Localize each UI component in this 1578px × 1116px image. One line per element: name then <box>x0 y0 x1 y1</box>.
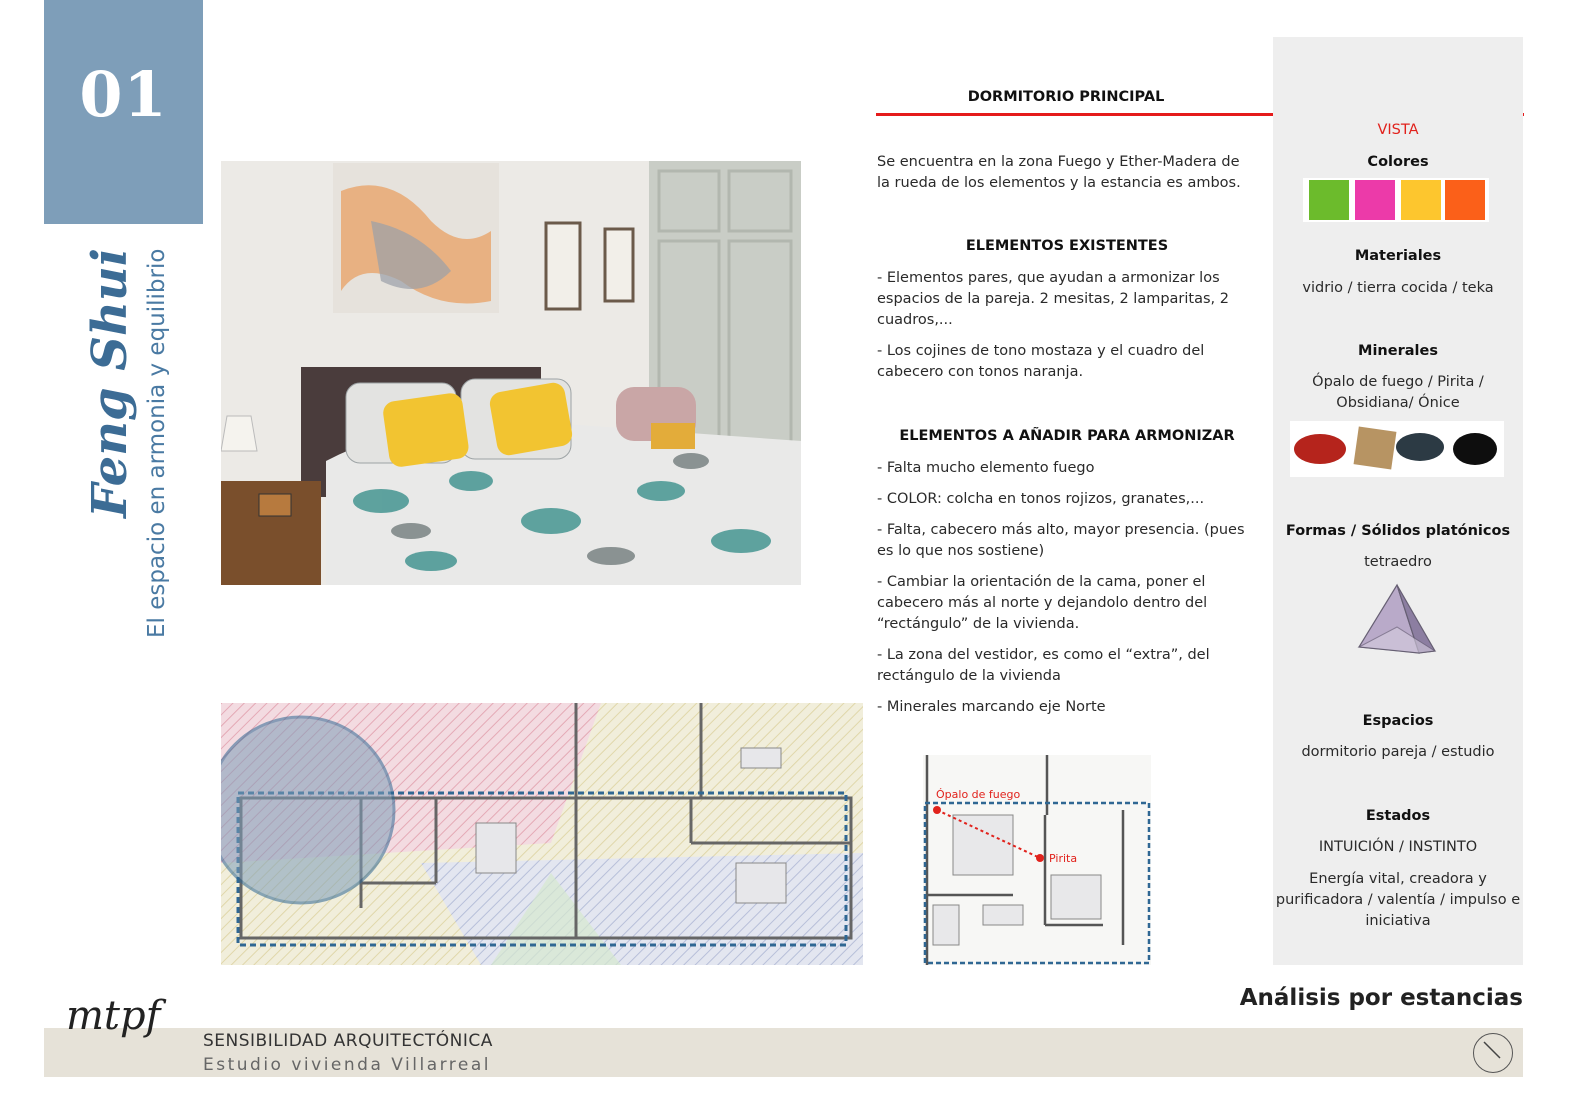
feng-shui-subtitle: El espacio en armonia y equilibrio <box>144 248 170 638</box>
color-swatch <box>1309 180 1349 220</box>
side-title <box>74 248 184 638</box>
states-text: INTUICIÓN / INSTINTO <box>1318 839 1478 855</box>
floor-plan <box>221 703 863 965</box>
bedroom-photo <box>221 161 801 585</box>
minerals-illustration <box>1290 421 1504 477</box>
studio-logo: mtpf <box>66 993 161 1039</box>
add-title: ELEMENTOS A AÑADIR PARA ARMONIZAR <box>899 428 1235 444</box>
add-list <box>877 458 1257 728</box>
element-panel <box>1273 37 1523 965</box>
spaces-text: dormitorio pareja / estudio <box>1301 744 1495 760</box>
list-item: - Cambiar la orientación de la cama, poner el cabecero más al norte y dejandolo dentro del “rectángulo” de la vivienda. <box>877 574 1208 632</box>
color-swatch <box>1401 180 1441 220</box>
list-item: - COLOR: colcha en tonos rojizos, granates,... <box>877 491 1205 507</box>
energy-text: Energía vital, creadora y purificadora / valentía / impulso e iniciativa <box>1275 871 1521 929</box>
floor-plan-illustration <box>221 703 863 965</box>
existing-title: ELEMENTOS EXISTENTES <box>965 238 1169 254</box>
small-floor-plan-illustration <box>923 755 1151 965</box>
minerals-title: Minerales <box>1358 343 1438 359</box>
minerals-text: Ópalo de fuego / Pirita / Obsidiana/ Ónice <box>1312 374 1484 411</box>
intro-paragraph: Se encuentra en la zona Fuego y Ether-Madera de la rueda de los elementos y la estancia es ambos. <box>877 154 1241 191</box>
list-item: - Los cojines de tono mostaza y el cuadro del cabecero con tonos naranja. <box>877 343 1205 380</box>
footer-title: SENSIBILIDAD ARQUITECTÓNICA <box>203 1031 493 1051</box>
list-item: - Falta mucho elemento fuego <box>877 460 1095 476</box>
intro-text <box>877 152 1257 204</box>
materials-title: Materiales <box>1354 248 1442 264</box>
list-item: - Falta, cabecero más alto, mayor presencia. (pues es lo que nos sostiene) <box>877 522 1245 559</box>
list-item: - Elementos pares, que ayudan a armonizar los espacios de la pareja. 2 mesitas, 2 lamparitas, 2 cuadros,... <box>877 270 1229 328</box>
section-number: 01 <box>79 58 168 131</box>
existing-list <box>877 268 1257 393</box>
materials-text: vidrio / tierra cocida / teka <box>1302 280 1494 296</box>
forms-title: Formas / Sólidos platónicos <box>1285 523 1511 539</box>
mineral-label-2: Pirita <box>1049 852 1078 865</box>
section-number-block <box>44 0 203 224</box>
room-title: DORMITORIO PRINCIPAL <box>967 89 1165 105</box>
color-swatch <box>1355 180 1395 220</box>
list-item: - Minerales marcando eje Norte <box>877 699 1106 715</box>
compass-icon <box>1473 1033 1513 1073</box>
bedroom-photo-illustration <box>221 161 801 585</box>
small-floor-plan <box>923 755 1151 965</box>
spaces-title: Espacios <box>1362 713 1434 729</box>
vista-label: VISTA <box>1377 122 1419 138</box>
list-item: - La zona del vestidor, es como el “extra”, del rectángulo de la vivienda <box>877 647 1210 684</box>
feng-shui-title: Feng Shui <box>82 248 138 518</box>
forms-text: tetraedro <box>1364 554 1432 570</box>
color-swatches <box>1303 178 1489 222</box>
footer-subtitle: Estudio vivienda Villarreal <box>203 1055 492 1075</box>
colors-title: Colores <box>1367 154 1429 170</box>
minerals-image <box>1290 421 1504 477</box>
color-swatch <box>1445 180 1485 220</box>
analysis-title: Análisis por estancias <box>1239 985 1523 1011</box>
tetrahedron-icon <box>1357 583 1439 655</box>
mineral-label-1: Ópalo de fuego <box>936 788 1021 801</box>
states-title: Estados <box>1365 808 1431 824</box>
